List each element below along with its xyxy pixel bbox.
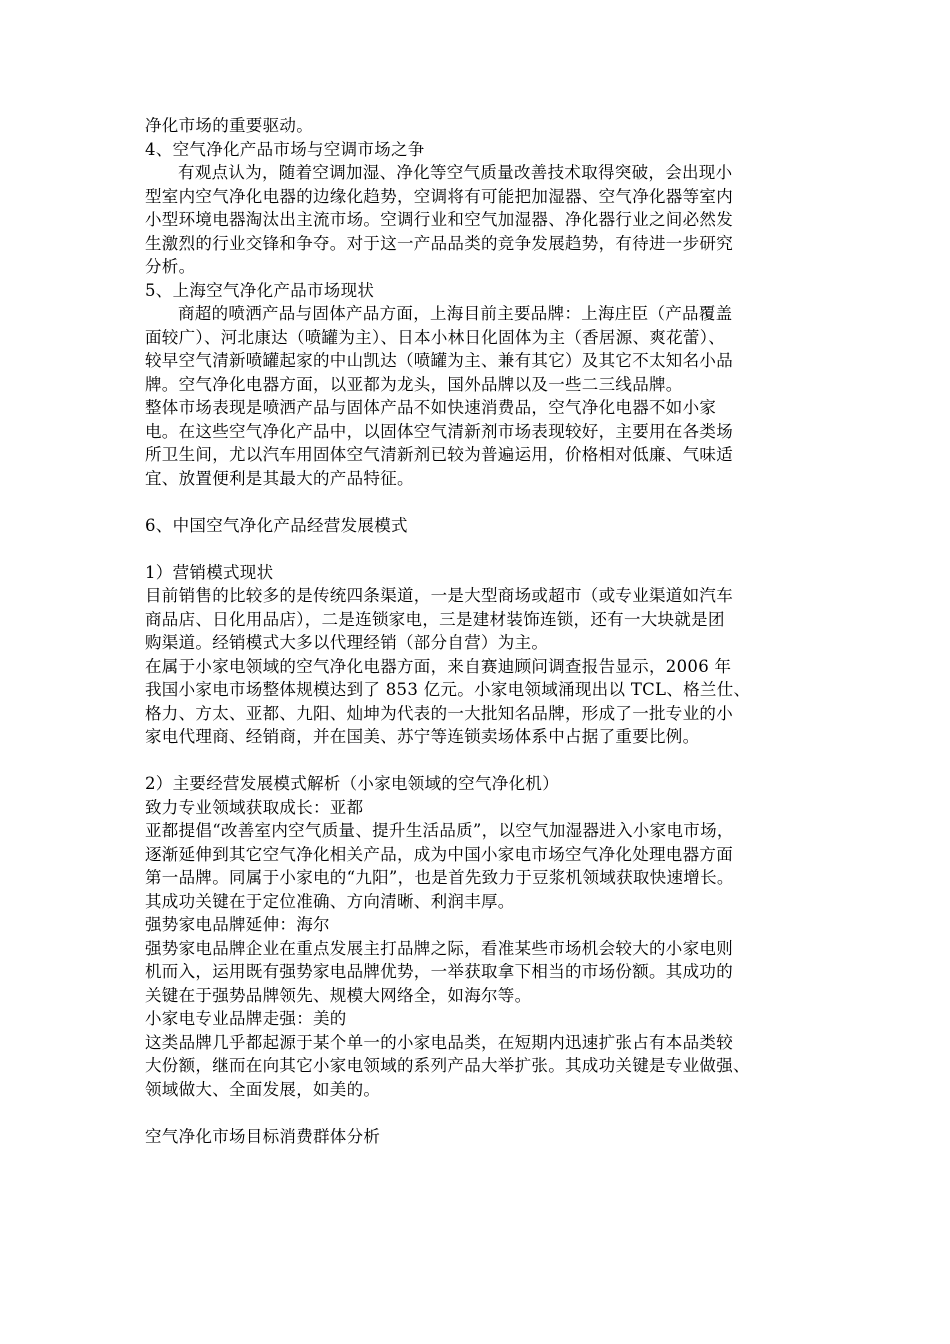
subsection-heading: 1）营销模式现状 xyxy=(145,562,274,582)
body-text-line: 其成功关键在于定位准确、方向清晰、利润丰厚。 xyxy=(145,891,515,911)
body-text-line: 小型环境电器淘汰出主流市场。空调行业和空气加湿器、净化器行业之间必然发 xyxy=(145,210,733,229)
body-text-line: 关键在于强势品牌领先、规模大网络全，如海尔等。 xyxy=(145,985,532,1005)
body-text-line: 领域做大、全面发展，如美的。 xyxy=(145,1079,381,1099)
section-heading: 空气净化市场目标消费群体分析 xyxy=(145,1126,381,1146)
section-heading: 6、中国空气净化产品经营发展模式 xyxy=(145,515,408,535)
body-text-line: 目前销售的比较多的是传统四条渠道，一是大型商场或超市（或专业渠道如汽车 xyxy=(145,586,733,605)
subsection-heading: 2）主要经营发展模式解析（小家电领域的空气净化机） xyxy=(145,774,559,793)
blank-line xyxy=(145,490,810,514)
body-text-line: 宜、放置便利是其最大的产品特征。 xyxy=(145,468,414,488)
body-text-line: 家电代理商、经销商，并在国美、苏宁等连锁卖场体系中占据了重要比例。 xyxy=(145,727,700,746)
body-text-line: 面较广）、河北康达（喷罐为主）、日本小林日化固体为主（香居源、爽花蕾）、 xyxy=(145,327,726,347)
body-text-line: 分析。 xyxy=(145,257,196,276)
body-text-line: 整体市场表现是喷洒产品与固体产品不如快速消费品，空气净化电器不如小家 xyxy=(145,398,717,417)
body-text-line: 较早空气清新喷罐起家的中山凯达（喷罐为主、兼有其它）及其它不太知名小品 xyxy=(145,351,733,370)
body-text-line: 亚都提倡“改善室内空气质量、提升生活品质”，以空气加湿器进入小家电市场， xyxy=(145,821,734,840)
body-text-line: 在属于小家电领域的空气净化电器方面，来自赛迪顾问调查报告显示，2006 年 xyxy=(145,656,732,676)
body-text-line: 有观点认为，随着空调加湿、净化等空气质量改善技术取得突破，会出现小 xyxy=(178,163,733,182)
body-text-line: 第一品牌。同属于小家电的“九阳”，也是首先致力于豆浆机领域获取快速增长。 xyxy=(145,868,734,887)
model-heading: 小家电专业品牌走强：美的 xyxy=(145,1009,347,1028)
model-heading: 强势家电品牌延伸：海尔 xyxy=(145,915,330,934)
body-text-line: 商超的喷洒产品与固体产品方面，上海目前主要品牌：上海庄臣（产品覆盖 xyxy=(178,304,733,323)
body-text-line: 这类品牌几乎都起源于某个单一的小家电品类，在短期内迅速扩张占有本品类较 xyxy=(145,1032,733,1052)
body-text-line: 净化市场的重要驱动。 xyxy=(145,116,313,135)
body-text-line: 逐渐延伸到其它空气净化相关产品，成为中国小家电市场空气净化处理电器方面 xyxy=(145,844,733,864)
section-heading: 5、上海空气净化产品市场现状 xyxy=(145,280,375,300)
blank-line xyxy=(145,1101,810,1125)
section-heading: 4、空气净化产品市场与空调市场之争 xyxy=(145,139,425,159)
body-text-line: 生激烈的行业交锋和争夺。对于这一产品品类的竞争发展趋势，有待进一步研究 xyxy=(145,233,733,253)
model-heading: 致力专业领域获取成长：亚都 xyxy=(145,797,364,817)
blank-line xyxy=(145,537,810,561)
body-text-line: 电。在这些空气净化产品中，以固体空气清新剂市场表现较好，主要用在各类场 xyxy=(145,421,733,441)
body-text-line: 所卫生间，尤以汽车用固体空气清新剂已较为普遍运用，价格相对低廉、气味适 xyxy=(145,445,733,464)
body-text-line: 我国小家电市场整体规模达到了 853 亿元。小家电领域涌现出以 TCL、格兰仕、 xyxy=(145,680,751,699)
body-text-line: 格力、方太、亚都、九阳、灿坤为代表的一大批知名品牌，形成了一批专业的小 xyxy=(145,703,733,723)
body-text-line: 强势家电品牌企业在重点发展主打品牌之际，看准某些市场机会较大的小家电则 xyxy=(145,938,733,958)
body-text-line: 机而入，运用既有强势家电品牌优势，一举获取拿下相当的市场份额。其成功的 xyxy=(145,962,733,981)
body-text-line: 商品店、日化用品店），二是连锁家电，三是建材装饰连锁，还有一大块就是团 xyxy=(145,609,725,629)
body-text-line: 型室内空气净化电器的边缘化趋势，空调将有可能把加湿器、空气净化器等室内 xyxy=(145,186,733,206)
blank-line xyxy=(145,749,810,773)
body-text-line: 大份额，继而在向其它小家电领域的系列产品大举扩张。其成功关键是专业做强、 xyxy=(145,1056,750,1075)
body-text-line: 牌。空气净化电器方面，以亚都为龙头，国外品牌以及一些二三线品牌。 xyxy=(145,374,683,394)
body-text-line: 购渠道。经销模式大多以代理经销（部分自营）为主。 xyxy=(145,633,549,652)
